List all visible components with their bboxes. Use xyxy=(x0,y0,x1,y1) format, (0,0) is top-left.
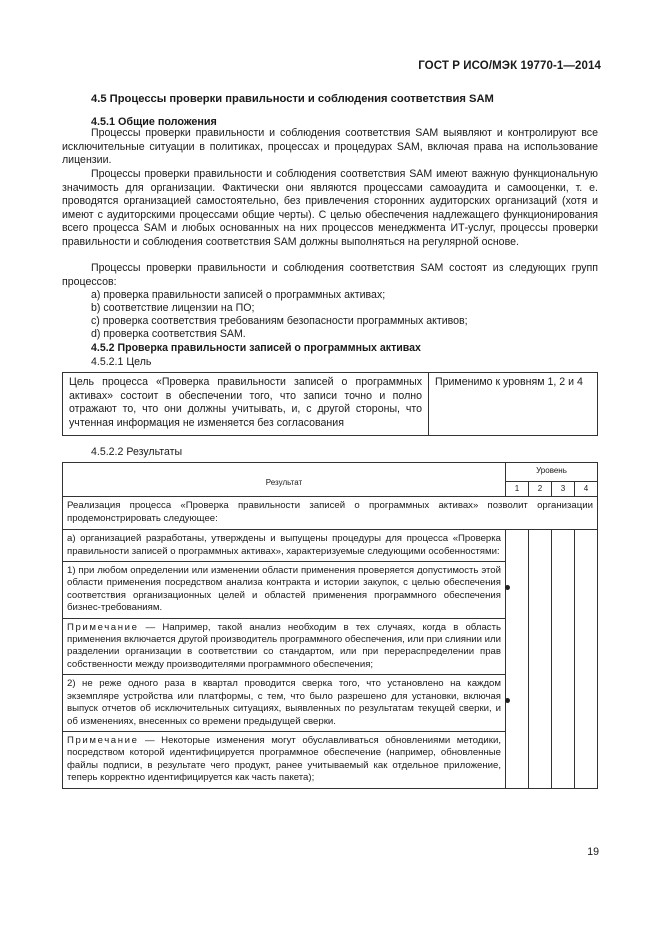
level-header-1: 1 xyxy=(506,482,529,497)
results-label: 4.5.2.2 Результаты xyxy=(91,446,183,458)
item-2: 2) не реже одного раза в квартал проводится сверка того, что установлено на каждом экземпляре устройства или платформы, с тем, что было разрешено для установки, включая выпуск отчетов об исключительных ситуациях, выявленных по результатам текущей сверки, и об изменениях, внесенных со времени предыдущей сверки. xyxy=(63,674,505,731)
goal-table xyxy=(62,372,598,436)
list-item-a: а) проверка правильности записей о программных активах; xyxy=(91,289,386,301)
document-header: ГОСТ Р ИСО/МЭК 19770-1—2014 xyxy=(418,60,601,72)
level-3-cell xyxy=(552,530,575,788)
item-1: 1) при любом определении или изменении области применения проверяется допустимость этой области применения посредством анализа контракта и истории закупок, с целью обеспечения соответствия организационных целей и областей применения программного обеспечения бизнес-требованиям. xyxy=(63,561,505,618)
result-column-header: Результат xyxy=(63,463,506,497)
level-2-cell xyxy=(529,530,552,788)
results-content xyxy=(63,530,506,788)
level-header-2: 2 xyxy=(529,482,552,497)
note-2-label: Примечание xyxy=(67,734,139,746)
level-header-4: 4 xyxy=(575,482,598,497)
note-1-label: Примечание xyxy=(67,621,139,633)
goal-applicability: Применимо к уровням 1, 2 и 4 xyxy=(429,373,598,436)
goal-label: 4.5.2.1 Цель xyxy=(91,356,152,368)
goal-text: Цель процесса «Проверка правильности записей о программных активах» состоит в обеспечении того, что записи точно и полно отражают то, что они должны учитывать, и, с другой стороны, что учтенная информация не изменяется без согласования xyxy=(63,373,429,436)
note-2 xyxy=(63,731,505,788)
page-number: 19 xyxy=(587,846,599,858)
level-header-3: 3 xyxy=(552,482,575,497)
paragraph-3: Процессы проверки правильности и соблюдения соответствия SAM состоят из следующих групп процессов: xyxy=(62,262,598,288)
results-intro: Реализация процесса «Проверка правильности записей о программных активах» позволит организации продемонстрировать следующее: xyxy=(63,497,598,530)
note-1-text: — Например, такой анализ необходим в тех случаях, когда в область применения включается другой производитель программного обеспечения, или при слиянии или разделении организации в соответствии со стандартом, или при перераспределении прав собственности между производителями программного обеспечения; xyxy=(67,621,501,670)
list-item-d: d) проверка соответствия SAM. xyxy=(91,328,246,340)
level-4-cell xyxy=(575,530,598,788)
results-table xyxy=(62,462,598,789)
item-a: а) организацией разработаны, утверждены и выпущены процедуры для процесса «Проверка правильности записей о программных активах», характеризуемые следующими особенностями: xyxy=(67,533,501,557)
subsection2-title: 4.5.2 Проверка правильности записей о программных активах xyxy=(91,342,421,354)
note-1 xyxy=(63,618,505,675)
note-2-text: — Некоторые изменения могут обуславливаться обновлениями методики, посредством которой идентифицируется программное обеспечение (например, обновленные файлы подписи, в результате чего продукт, ранее учитываемый как отдельное приложение, теперь корректно идентифицируется как часть пакета); xyxy=(67,734,501,784)
paragraph-1: Процессы проверки правильности и соблюдения соответствия SAM выявляют и контролируют все исключительные ситуации в политиках, процессах и процедурах SAM, включая права на использование лицензии. xyxy=(62,127,598,167)
paragraph-2: Процессы проверки правильности и соблюдения соответствия SAM имеют важную функциональную значимость для организации. Фактически они являются процессами самоаудита и самооценки, т. е. проводятся организацией самостоятельно, без привлечения сторонних аудиторских организаций (хотя и имеют с аудиторскими процессами общие черты). С целью обеспечения надлежащего функционирования всего процесса SAM и любых основанных на них процессов менеджмента ИТ-услуг, процессы проверки правильности и соблюдения соответствия SAM должны выполняться на регулярной основе. xyxy=(62,168,598,248)
level-1-cell xyxy=(506,530,529,788)
list-item-b: b) соответствие лицензии на ПО; xyxy=(91,302,255,314)
level-column-header: Уровень xyxy=(506,463,598,482)
section-title: 4.5 Процессы проверки правильности и соблюдения соответствия SAM xyxy=(91,93,494,105)
level-1-marker-item-2 xyxy=(505,698,510,703)
list-item-c: c) проверка соответствия требованиям безопасности программных активов; xyxy=(91,315,468,327)
subsection-title: 4.5.1 Общие положения xyxy=(91,116,217,128)
level-1-marker-item-1 xyxy=(505,585,510,590)
